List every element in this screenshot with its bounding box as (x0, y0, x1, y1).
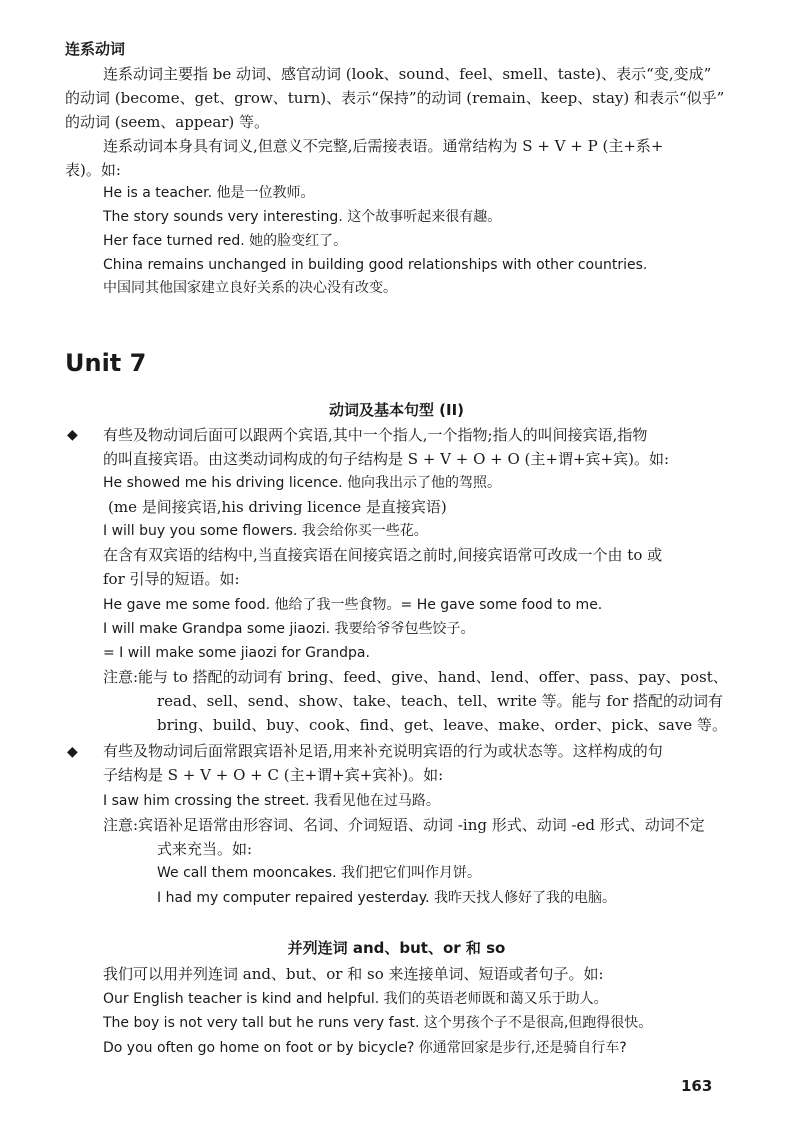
paragraph-line: 子结构是 S + V + O + C (主+谓+宾+宾补)。如: (103, 766, 444, 784)
example-sentence: I had my computer repaired yesterday. 我昨天找人修好了我的电脑。 (157, 890, 616, 906)
paragraph-line: 我们可以用并列连词 and、but、or 和 so 来连接单词、短语或者句子。如: (103, 965, 604, 983)
paragraph-line: 连系动词本身具有词义,但意义不完整,后需接表语。通常结构为 S + V + P (主+系+ (103, 137, 664, 155)
example-sentence: The boy is not very tall but he runs very fast. 这个男孩个子不是很高,但跑得很快。 (103, 1015, 653, 1031)
example-sentence: 中国同其他国家建立良好关系的决心没有改变。 (103, 280, 397, 296)
paragraph-line: 的动词 (become、get、grow、turn)、表示“保持”的动词 (remain、keep、stay) 和表示“似乎” (65, 89, 725, 107)
example-sentence: = I will make some jiaozi for Grandpa. (103, 645, 370, 661)
paragraph-line: 表)。如: (65, 161, 121, 179)
example-sentence: I saw him crossing the street. 我看见他在过马路。 (103, 793, 440, 809)
subsection-title: 动词及基本句型 (II) (328, 401, 465, 419)
example-sentence: He showed me his driving licence. 他向我出示了他的驾照。 (103, 475, 502, 491)
section-title: 连系动词 (65, 40, 126, 58)
subsection-title: 并列连词 and、but、or 和 so (287, 939, 506, 957)
paragraph-line: 有些及物动词后面可以跟两个宾语,其中一个指人,一个指物;指人的叫间接宾语,指物 (103, 426, 648, 444)
example-sentence: I will make Grandpa some jiaozi. 我要给爷爷包些饺子。 (103, 621, 475, 637)
unit-title: Unit 7 (65, 349, 147, 377)
example-sentence: Our English teacher is kind and helpful. 我们的英语老师既和蔼又乐于助人。 (103, 991, 608, 1007)
example-sentence: China remains unchanged in building good relationships with other countries. (103, 257, 648, 273)
page-number: 163 (681, 1077, 713, 1095)
note-line: 式来充当。如: (157, 840, 253, 858)
example-sentence: Do you often go home on foot or by bicycle? 你通常回家是步行,还是骑自行车? (103, 1040, 627, 1056)
example-sentence: We call them mooncakes. 我们把它们叫作月饼。 (157, 865, 481, 881)
example-sentence: He is a teacher. 他是一位教师。 (103, 185, 315, 201)
example-sentence: He gave me some food. 他给了我一些食物。= He gave some food to me. (103, 597, 603, 613)
diamond-bullet-icon: ◆ (67, 744, 78, 760)
paragraph-line: 有些及物动词后面常跟宾语补足语,用来补充说明宾语的行为或状态等。这样构成的句 (103, 742, 663, 760)
paragraph-line: (me 是间接宾语,his driving licence 是直接宾语) (108, 498, 447, 516)
paragraph-line: for 引导的短语。如: (103, 570, 240, 588)
note-line: read、sell、send、show、take、teach、tell、write 等。能与 for 搭配的动词有 (157, 692, 723, 710)
paragraph-line: 在含有双宾语的结构中,当直接宾语在间接宾语之前时,间接宾语常可改成一个由 to 或 (103, 546, 663, 564)
paragraph-line: 的叫直接宾语。由这类动词构成的句子结构是 S + V + O + O (主+谓+宾+宾)。如: (103, 450, 670, 468)
note-line: 注意:宾语补足语常由形容词、名词、介词短语、动词 -ing 形式、动词 -ed 形式、动词不定 (103, 816, 705, 834)
example-sentence: I will buy you some flowers. 我会给你买一些花。 (103, 523, 428, 539)
paragraph-line: 的动词 (seem、appear) 等。 (65, 113, 270, 131)
note-line: bring、build、buy、cook、find、get、leave、make、order、pick、save 等。 (157, 716, 727, 734)
paragraph-line: 连系动词主要指 be 动词、感官动词 (look、sound、feel、smell、taste)、表示“变,变成” (103, 65, 712, 83)
example-sentence: The story sounds very interesting. 这个故事听起来很有趣。 (103, 209, 502, 225)
diamond-bullet-icon: ◆ (67, 427, 78, 443)
note-line: 注意:能与 to 搭配的动词有 bring、feed、give、hand、lend、offer、pass、pay、post、 (103, 668, 728, 686)
example-sentence: Her face turned red. 她的脸变红了。 (103, 233, 348, 249)
